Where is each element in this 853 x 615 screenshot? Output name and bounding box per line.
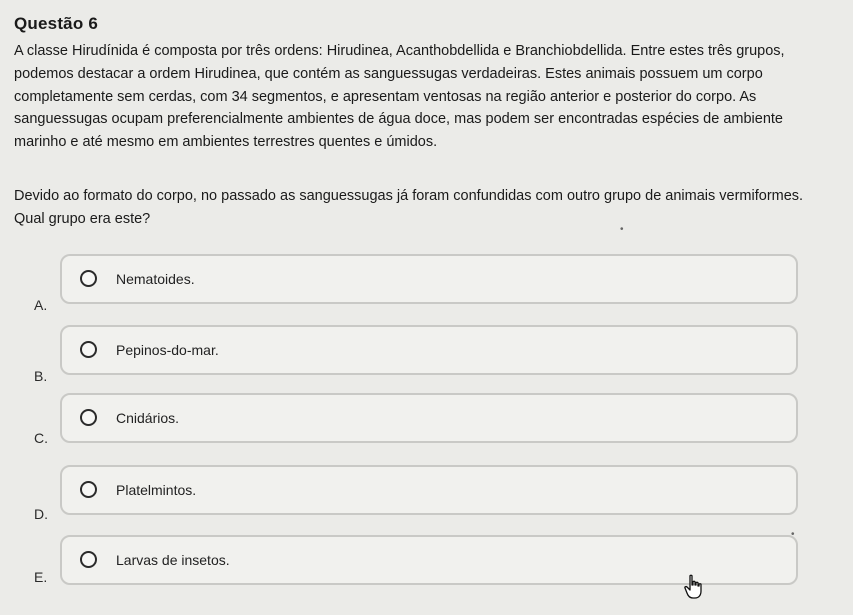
option-letter-a: A. xyxy=(34,297,48,313)
option-text: Nematoides. xyxy=(116,271,195,287)
question-prompt: Devido ao formato do corpo, no passado as sanguessugas já foram confundidas com outro grupo de animais vermiformes. Qual grupo era este? xyxy=(14,188,804,227)
option-text: Platelmintos. xyxy=(116,482,197,498)
option-letter-c: C. xyxy=(34,430,48,446)
option-d[interactable] xyxy=(60,465,798,515)
question-title: Questão 6 xyxy=(14,14,98,33)
option-text: Larvas de insetos. xyxy=(116,552,230,568)
option-letter-b: B. xyxy=(34,368,48,384)
option-c[interactable] xyxy=(60,393,798,443)
option-text: Pepinos-do-mar. xyxy=(116,342,219,358)
radio-icon[interactable] xyxy=(80,270,97,287)
option-a[interactable] xyxy=(60,254,798,304)
hand-cursor-icon xyxy=(683,574,705,600)
radio-icon[interactable] xyxy=(80,481,97,498)
radio-icon[interactable] xyxy=(80,551,97,568)
option-b[interactable] xyxy=(60,325,798,375)
option-text: Cnidários. xyxy=(116,410,180,426)
stray-mark: • xyxy=(620,224,624,235)
question-paragraph: A classe Hirudínida é composta por três ordens: Hirudinea, Acanthobdellida e Branchiobdellida. Entre estes três grupos, podemos destacar a ordem Hirudinea, que contém as sanguessugas verdadeiras. Estes animais possuem um corpo completamente sem cerdas, com 34 segmentos, e apresentam ventosas na região anterior e posterior do corpo. As sanguessugas ocupam preferencialmente ambientes de água doce, mas podem ser encontradas espécies de ambiente marinho e até mesmo em ambientes terrestres quentes e úmidos. xyxy=(14,43,785,151)
radio-icon[interactable] xyxy=(80,409,97,426)
radio-icon[interactable] xyxy=(80,341,97,358)
option-letter-d: D. xyxy=(34,506,48,522)
stray-mark: • xyxy=(791,529,795,540)
option-letter-e: E. xyxy=(34,569,48,585)
